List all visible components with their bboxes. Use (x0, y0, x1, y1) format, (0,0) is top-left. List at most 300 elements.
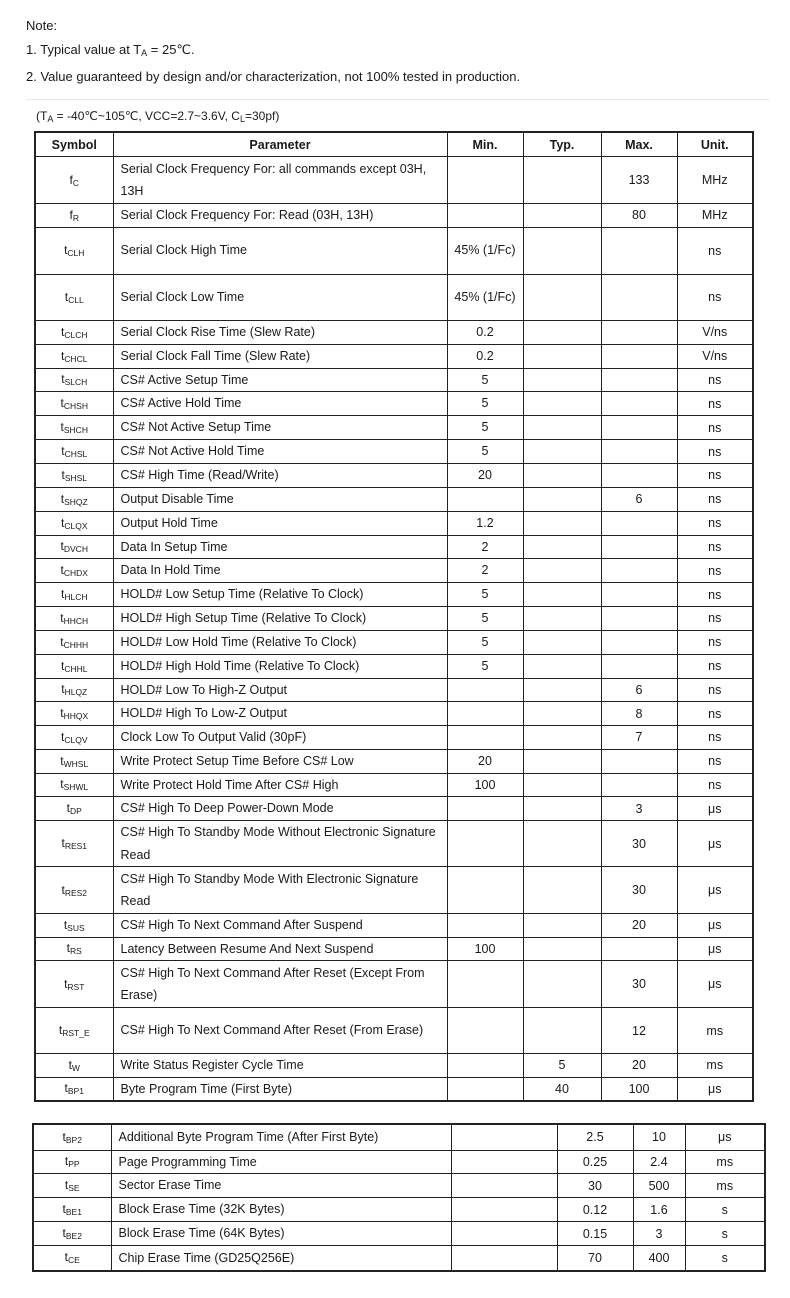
max-cell: 30 (601, 961, 677, 1008)
symbol-base: t (60, 777, 64, 792)
parameter-cell: Write Protect Setup Time Before CS# Low (113, 749, 447, 773)
symbol-subscript: BE1 (65, 1207, 82, 1217)
parameter-cell: Output Hold Time (113, 511, 447, 535)
max-cell (601, 344, 677, 368)
parameter-cell: CS# Not Active Setup Time (113, 416, 447, 440)
symbol-cell (35, 1008, 113, 1054)
typ-cell: 0.25 (557, 1150, 633, 1174)
table-row (35, 344, 753, 368)
parameter-cell: Output Disable Time (113, 487, 447, 511)
symbol-subscript: W (71, 1062, 80, 1073)
typ-cell (523, 821, 601, 867)
table-row (35, 204, 753, 228)
min-cell: 5 (447, 583, 523, 607)
symbol-cell (35, 368, 113, 392)
note-1-sub: A (141, 48, 148, 58)
cond-part-3: =30pf) (244, 109, 280, 123)
typ-cell (523, 274, 601, 320)
symbol-cell (35, 392, 113, 416)
table-row (35, 320, 753, 344)
min-cell: 0.2 (447, 320, 523, 344)
max-cell: 133 (601, 157, 677, 204)
table-row (35, 583, 753, 607)
symbol-base: t (61, 467, 65, 482)
min-cell: 45% (1/Fc) (447, 227, 523, 274)
parameter-cell: Sector Erase Time (111, 1174, 451, 1198)
unit-cell: μs (677, 937, 753, 961)
min-cell (447, 1054, 523, 1078)
min-cell (447, 726, 523, 750)
parameter-cell: HOLD# Low Setup Time (Relative To Clock) (113, 583, 447, 607)
typ-cell (523, 937, 601, 961)
symbol-subscript: HHQX (63, 711, 89, 721)
unit-cell: ns (677, 702, 753, 726)
min-cell: 100 (447, 937, 523, 961)
table-row (35, 867, 753, 914)
min-cell: 20 (447, 464, 523, 488)
table-row (35, 726, 753, 750)
symbol-subscript: SHCH (63, 425, 88, 435)
symbol-base: t (61, 324, 65, 339)
typ-cell (523, 1008, 601, 1054)
cond-part-2: = -40℃~105℃, VCC=2.7~3.6V, C (53, 109, 240, 123)
typ-cell (523, 535, 601, 559)
min-cell (447, 867, 523, 914)
symbol-cell (35, 1077, 113, 1101)
symbol-cell (33, 1150, 111, 1174)
symbol-cell (35, 464, 113, 488)
table-row (35, 274, 753, 320)
unit-cell: s (685, 1222, 765, 1246)
table-row (35, 368, 753, 392)
symbol-subscript: PP (68, 1159, 80, 1170)
unit-cell: ns (677, 726, 753, 750)
parameter-cell: CS# High To Next Command After Suspend (113, 914, 447, 938)
symbol-cell (35, 749, 113, 773)
symbol-cell (35, 654, 113, 678)
min-cell: 1.2 (447, 511, 523, 535)
parameter-cell: Block Erase Time (64K Bytes) (111, 1222, 451, 1246)
typ-cell (523, 749, 601, 773)
symbol-subscript: CHHL (64, 663, 88, 674)
max-cell (601, 511, 677, 535)
parameter-cell: Serial Clock High Time (113, 227, 447, 274)
symbol-cell (35, 678, 113, 702)
unit-cell: μs (685, 1124, 765, 1150)
table-body (35, 157, 753, 1102)
min-cell: 20 (447, 749, 523, 773)
typ-cell (523, 344, 601, 368)
parameter-cell: CS# High To Next Command After Reset (From Erase) (113, 1008, 447, 1054)
symbol-base: t (60, 634, 64, 649)
symbol-cell (35, 867, 113, 914)
symbol-subscript: C (72, 177, 79, 188)
symbol-subscript: CE (68, 1255, 80, 1266)
note-1-suffix: = 25℃. (147, 42, 195, 57)
min-cell (451, 1246, 557, 1271)
symbol-cell (35, 157, 113, 204)
max-cell (601, 583, 677, 607)
unit-cell: ns (677, 274, 753, 320)
typ-cell (523, 914, 601, 938)
typ-cell (523, 797, 601, 821)
max-cell: 8 (601, 702, 677, 726)
symbol-cell (35, 773, 113, 797)
typ-cell (523, 726, 601, 750)
min-cell: 5 (447, 440, 523, 464)
symbol-subscript: RST_E (62, 1028, 90, 1038)
parameter-cell: Serial Clock Frequency For: all commands except 03H, 13H (113, 157, 447, 204)
typ-cell: 5 (523, 1054, 601, 1078)
header-max: Max. (601, 132, 677, 157)
parameter-cell: HOLD# High Hold Time (Relative To Clock) (113, 654, 447, 678)
max-cell: 100 (601, 1077, 677, 1101)
symbol-subscript: CHSL (64, 449, 88, 459)
unit-cell: V/ns (677, 320, 753, 344)
typ-cell (523, 654, 601, 678)
min-cell: 5 (447, 368, 523, 392)
table-row (35, 1077, 753, 1101)
typ-cell: 2.5 (557, 1124, 633, 1150)
max-cell (601, 227, 677, 274)
unit-cell: ns (677, 749, 753, 773)
symbol-subscript: HLCH (64, 592, 88, 602)
max-cell: 10 (633, 1124, 685, 1150)
table-row (33, 1222, 765, 1246)
table-header-row (35, 132, 753, 157)
symbol-cell (35, 416, 113, 440)
max-cell: 20 (601, 914, 677, 938)
symbol-cell (35, 344, 113, 368)
max-cell (601, 937, 677, 961)
symbol-base: t (61, 587, 65, 601)
max-cell (601, 654, 677, 678)
max-cell: 1.6 (633, 1198, 685, 1222)
max-cell (601, 392, 677, 416)
symbol-base: t (61, 682, 65, 697)
typ-cell: 70 (557, 1246, 633, 1271)
symbol-cell (35, 440, 113, 464)
min-cell (447, 678, 523, 702)
unit-cell: ns (677, 392, 753, 416)
symbol-cell (35, 797, 113, 821)
symbol-cell (35, 583, 113, 607)
parameter-cell: Latency Between Resume And Next Suspend (113, 937, 447, 961)
symbol-base: t (64, 1178, 69, 1192)
symbol-cell (35, 511, 113, 535)
parameter-cell: CS# High To Deep Power-Down Mode (113, 797, 447, 821)
unit-cell: μs (677, 797, 753, 821)
min-cell: 5 (447, 392, 523, 416)
symbol-cell (35, 487, 113, 511)
table-row (35, 1054, 753, 1078)
typ-cell (523, 961, 601, 1008)
max-cell (601, 440, 677, 464)
parameter-cell: CS# Active Setup Time (113, 368, 447, 392)
unit-cell: ns (677, 773, 753, 797)
symbol-base: f (69, 172, 73, 187)
min-cell (451, 1174, 557, 1198)
unit-cell: ns (677, 607, 753, 631)
parameter-cell: CS# Active Hold Time (113, 392, 447, 416)
symbol-cell (35, 821, 113, 867)
symbol-subscript: RS (70, 946, 82, 957)
max-cell (601, 464, 677, 488)
symbol-subscript: BP2 (65, 1134, 82, 1145)
symbol-base: t (64, 243, 68, 257)
typ-cell (523, 464, 601, 488)
symbol-base: f (69, 207, 73, 222)
table-row (35, 821, 753, 867)
unit-cell: ns (677, 416, 753, 440)
parameter-cell: Chip Erase Time (GD25Q256E) (111, 1246, 451, 1271)
symbol-cell (35, 320, 113, 344)
table-body (33, 1124, 765, 1271)
table-row (33, 1246, 765, 1271)
notes-section (26, 14, 520, 89)
min-cell: 45% (1/Fc) (447, 274, 523, 320)
symbol-subscript: RES2 (64, 887, 88, 898)
min-cell (447, 157, 523, 204)
symbol-subscript: CHSH (63, 401, 88, 411)
max-cell: 6 (601, 678, 677, 702)
symbol-base: t (62, 1202, 66, 1216)
symbol-subscript: HHCH (63, 615, 89, 626)
parameter-cell: HOLD# High Setup Time (Relative To Clock) (113, 607, 447, 631)
parameter-cell: Data In Setup Time (113, 535, 447, 559)
unit-cell: ns (677, 511, 753, 535)
parameter-cell: Clock Low To Output Valid (30pF) (113, 726, 447, 750)
unit-cell: ms (685, 1174, 765, 1198)
unit-cell: ms (685, 1150, 765, 1174)
parameter-cell: Additional Byte Program Time (After First Byte) (111, 1124, 451, 1150)
min-cell (451, 1150, 557, 1174)
min-cell: 5 (447, 416, 523, 440)
table-row (33, 1150, 765, 1174)
symbol-base: t (60, 539, 64, 554)
unit-cell: ns (677, 559, 753, 583)
min-cell (451, 1222, 557, 1246)
unit-cell: ns (677, 583, 753, 607)
parameter-cell: HOLD# Low Hold Time (Relative To Clock) (113, 630, 447, 654)
max-cell (601, 274, 677, 320)
symbol-base: t (64, 976, 68, 991)
parameter-cell: Data In Hold Time (113, 559, 447, 583)
cond-sub-2: L (239, 114, 245, 124)
symbol-base: t (61, 372, 65, 387)
table-row (35, 961, 753, 1008)
symbol-base: t (60, 610, 64, 625)
symbol-subscript: CLQX (64, 520, 88, 531)
parameter-cell: CS# High To Standby Mode With Electronic Signature Read (113, 867, 447, 914)
max-cell: 80 (601, 204, 677, 228)
unit-cell: μs (677, 961, 753, 1008)
min-cell (447, 961, 523, 1008)
symbol-cell (35, 535, 113, 559)
unit-cell: V/ns (677, 344, 753, 368)
min-cell (447, 204, 523, 228)
symbol-base: t (61, 515, 65, 530)
typ-cell (523, 368, 601, 392)
typ-cell (523, 487, 601, 511)
table-row (35, 1008, 753, 1054)
symbol-base: t (61, 729, 65, 744)
symbol-base: t (61, 348, 65, 363)
table-row (35, 392, 753, 416)
typ-cell: 0.15 (557, 1222, 633, 1246)
symbol-base: t (61, 658, 65, 673)
symbol-subscript: RES1 (64, 841, 88, 851)
symbol-cell (33, 1124, 111, 1150)
symbol-cell (35, 914, 113, 938)
parameter-cell: Serial Clock Frequency For: Read (03H, 13H) (113, 204, 447, 228)
max-cell (601, 559, 677, 583)
symbol-subscript: CLL (68, 294, 84, 305)
symbol-base: t (64, 1081, 68, 1096)
unit-cell: MHz (677, 157, 753, 204)
symbol-cell (35, 937, 113, 961)
symbol-base: t (60, 491, 65, 506)
table-row (35, 773, 753, 797)
symbol-subscript: CHCL (64, 353, 88, 364)
header-typ: Typ. (523, 132, 601, 157)
typ-cell (523, 607, 601, 631)
table-row (35, 416, 753, 440)
symbol-cell (35, 630, 113, 654)
min-cell (447, 487, 523, 511)
unit-cell: ns (677, 654, 753, 678)
typ-cell (523, 678, 601, 702)
typ-cell (523, 157, 601, 204)
parameter-cell: HOLD# Low To High-Z Output (113, 678, 447, 702)
unit-cell: μs (677, 867, 753, 914)
header-symbol: Symbol (35, 132, 113, 157)
table-row (35, 914, 753, 938)
unit-cell: μs (677, 1077, 753, 1101)
table-row (35, 511, 753, 535)
symbol-base: t (68, 1057, 72, 1072)
table-row (35, 464, 753, 488)
symbol-subscript: DVCH (63, 544, 88, 555)
min-cell: 2 (447, 535, 523, 559)
note-title: Note: (26, 18, 58, 33)
unit-cell: μs (677, 914, 753, 938)
max-cell (601, 416, 677, 440)
symbol-cell (35, 227, 113, 274)
symbol-subscript: CHHH (63, 639, 89, 650)
unit-cell: ms (677, 1008, 753, 1054)
min-cell (447, 702, 523, 726)
table-row (35, 937, 753, 961)
max-cell: 30 (601, 821, 677, 867)
table-row (35, 440, 753, 464)
cond-part-1: (T (36, 109, 48, 123)
unit-cell: ns (677, 535, 753, 559)
symbol-subscript: SLCH (64, 377, 88, 388)
table-row (35, 749, 753, 773)
symbol-subscript: BP1 (67, 1086, 84, 1097)
parameter-cell: Write Status Register Cycle Time (113, 1054, 447, 1078)
min-cell (447, 914, 523, 938)
parameter-cell: Write Protect Hold Time After CS# High (113, 773, 447, 797)
table-row (35, 157, 753, 204)
min-cell: 5 (447, 607, 523, 631)
symbol-cell (33, 1198, 111, 1222)
symbol-base: t (63, 917, 68, 932)
max-cell: 2.4 (633, 1150, 685, 1174)
max-cell (601, 368, 677, 392)
min-cell (447, 1008, 523, 1054)
header-min: Min. (447, 132, 523, 157)
min-cell (447, 1077, 523, 1101)
table-row (33, 1124, 765, 1150)
unit-cell: s (685, 1246, 765, 1271)
table-row (35, 227, 753, 274)
max-cell: 6 (601, 487, 677, 511)
symbol-base: t (61, 882, 65, 897)
typ-cell (523, 583, 601, 607)
symbol-cell (33, 1174, 111, 1198)
note-1-prefix: 1. Typical value at T (26, 42, 142, 57)
typ-cell (523, 440, 601, 464)
symbol-subscript: HLQZ (64, 687, 88, 698)
note-line-1 (26, 38, 520, 65)
typ-cell: 40 (523, 1077, 601, 1101)
typ-cell (523, 867, 601, 914)
symbol-base: t (62, 1129, 66, 1144)
symbol-subscript: WHSL (63, 758, 89, 769)
table-row (35, 487, 753, 511)
unit-cell: μs (677, 821, 753, 867)
min-cell: 100 (447, 773, 523, 797)
typ-cell (523, 227, 601, 274)
symbol-subscript: SHSL (64, 472, 88, 483)
symbol-subscript: SE (68, 1183, 80, 1193)
table-row (33, 1198, 765, 1222)
unit-cell: ns (677, 678, 753, 702)
parameter-cell: Page Programming Time (111, 1150, 451, 1174)
min-cell (451, 1124, 557, 1150)
symbol-base: t (62, 1226, 66, 1240)
symbol-base: t (60, 753, 64, 768)
typ-cell: 30 (557, 1174, 633, 1198)
table-row (35, 702, 753, 726)
table-row (35, 559, 753, 583)
typ-cell (523, 511, 601, 535)
symbol-subscript: CHDX (63, 568, 88, 578)
symbol-base: t (66, 801, 71, 815)
unit-cell: s (685, 1198, 765, 1222)
max-cell: 20 (601, 1054, 677, 1078)
max-cell: 400 (633, 1246, 685, 1271)
unit-cell: MHz (677, 204, 753, 228)
table-row (35, 607, 753, 631)
parameter-cell: Serial Clock Fall Time (Slew Rate) (113, 344, 447, 368)
symbol-base: t (66, 941, 71, 956)
symbol-subscript: SHQZ (64, 496, 88, 507)
header-parameter: Parameter (113, 132, 447, 157)
max-cell: 30 (601, 867, 677, 914)
table-row (35, 797, 753, 821)
typ-cell (523, 559, 601, 583)
parameter-cell: CS# High To Next Command After Reset (Except From Erase) (113, 961, 447, 1008)
table-row (35, 535, 753, 559)
symbol-subscript: CLH (67, 248, 85, 258)
symbol-subscript: BE2 (65, 1231, 82, 1241)
min-cell (451, 1198, 557, 1222)
divider (26, 99, 770, 100)
unit-cell: ns (677, 464, 753, 488)
